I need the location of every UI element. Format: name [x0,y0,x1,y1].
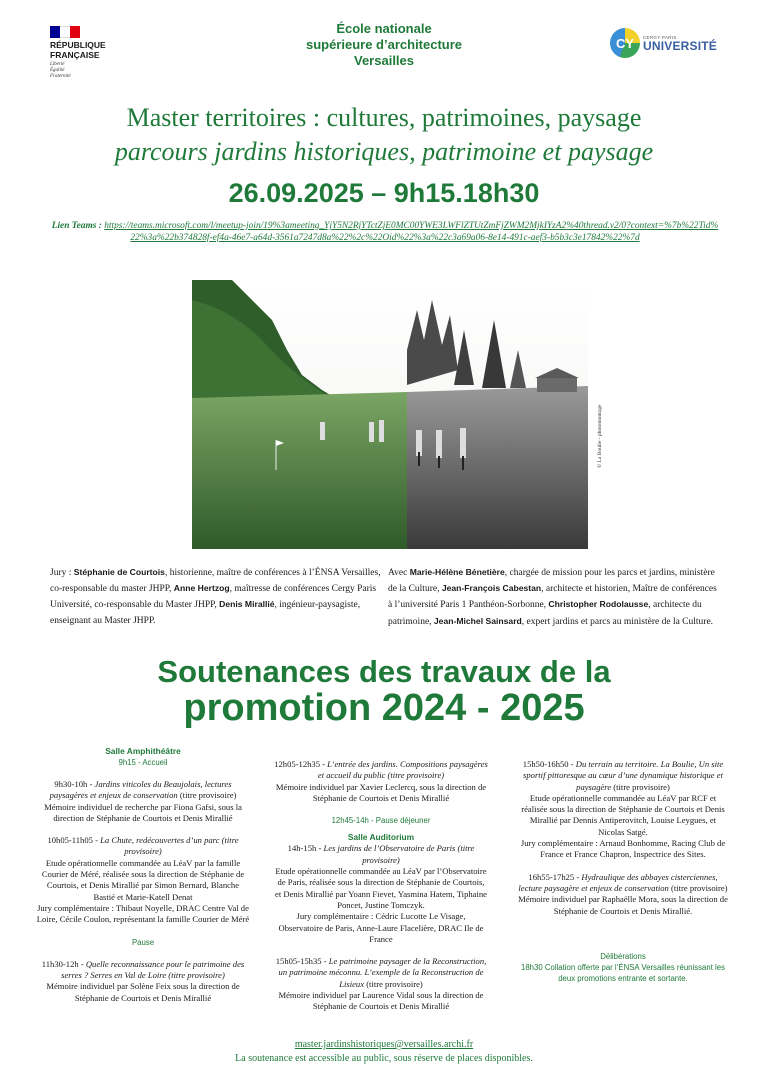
closing-note: 18h30 Collation offerte par l’ÉNSA Versailles réunissant les deux promotions entrante et sortante. [521,962,725,983]
jury-prefix: Avec [388,568,410,578]
session-jury: Jury complémentaire : Thibaut Noyelle, DRAC Centre Val de Loire, Cécile Coulon, représentant la famille Courier de Méré [36,902,250,925]
jury-member-name: Anne Hertzog [173,583,230,594]
programme-column-2 [274,759,488,1013]
jury-member-name: Denis Mirallié [219,599,275,610]
session-4 [274,759,488,804]
session-title: Hydraulique des abbayes cisterciennes, lecture paysagère et enjeux de conservation [518,871,718,893]
jury-prefix: Jury : [50,568,72,578]
session-description: Mémoire individuel par Laurence Vidal sous la direction de Stéphanie de Courtois et Denis Mirallié [278,990,484,1012]
room-amphitheatre: Salle Amphithéâtre [105,746,181,756]
session-jury: Jury complémentaire : Arnaud Bonhomme, Racing Club de France et France Chapron, Inspectrice des Sites. [520,838,726,860]
session-2 [36,835,250,925]
jury-member-name: Jean-Michel Sainsard [433,615,522,626]
programme-column-1 [36,746,250,1004]
section-title-line1: Soutenances des travaux de la [157,654,611,689]
jury-member-name: Jean-François Cabestan [441,583,542,594]
teams-link-block [50,220,720,244]
jury-member-role: , expert jardins et parcs au ministère de la Culture. [521,616,714,627]
contact-email-link[interactable]: master.jardinshistoriques@versailles.archi.fr [294,1039,474,1050]
rf-motto-egalite: Égalité [50,68,65,73]
session-description: Etude opérationnelle commandée au LéaV par RCF et réalisée sous la direction de Stéphanie de Courtois et Denis Mirallié par Dennis Antiperovitch, Louise Leygues, et Nicolas Satgé. [521,792,725,837]
session-title: L’entrée des jardins. Compositions paysagères et accueil du public (titre provisoire) [317,759,488,781]
parcours-title: parcours jardins historiques, patrimoine et paysage [114,137,654,166]
cy-small-text: CERGY PARIS [643,34,677,40]
master-title: Master territoires : cultures, patrimoines, paysage [126,103,642,132]
session-title: Les jardins de l’Observatoire de Paris (titre provisoire) [323,843,475,865]
session-time: 15h50-16h50 - [522,759,576,769]
lunch-break: 12h45-14h - Pause déjeuner [331,816,431,826]
photo-illustration [192,280,588,549]
programme-column-3 [516,759,730,984]
session-provisional: (titre provisoire) [611,781,670,792]
rf-motto-liberte: Liberté [50,62,65,67]
jury-left [50,565,384,629]
french-flag-icon [50,26,80,38]
jury-member-name: Christopher Rodolausse [548,599,649,610]
cy-text [643,35,717,52]
session-description: Mémoire individuel par Solène Feix sous la direction de Stéphanie de Courtois et Denis Mirallié [46,981,240,1003]
cy-universite-logo [610,28,717,58]
session-7 [516,759,730,861]
section-title-line2: promotion 2024 - 2025 [183,687,585,729]
session-time: 14h-15h - [287,843,324,854]
session-title: Jardins viticoles du Beaujolais, lectures paysagères et enjeux de conservation [49,779,232,801]
cy-mark-icon: CY [610,28,640,58]
rf-name-line1: RÉPUBLIQUE [50,40,106,50]
session-provisional: (titre provisoire) [668,882,728,893]
session-description: Etude opérationnelle commandée au LéaV par l’Observatoire de Paris, réalisée sous la direction de Stéphanie de Courtois, et Denis Mirallié par Yoann Fievet, Yasmina Hatem, Tiphaine Poncet, Justine Tomczyk. [275,866,487,910]
republique-francaise-logo [50,26,130,80]
photo-credit-text: © La Boulie - photomontage [597,404,603,468]
jury-member-role: , architecte du patrimoine, [388,600,702,627]
jury-member-role: , maîtresse de conférences Cergy Paris Université, co-responsable du Master JHPP, [50,584,377,611]
cy-universite-text: UNIVERSITÉ [643,38,718,53]
session-5 [274,843,488,945]
session-description: Mémoire individuel par Xavier Leclercq, sous la direction de Stéphanie de Courtois et Denis Mirallié [275,781,487,803]
session-1 [36,779,250,824]
session-description: Mémoire individuel par Raphaëlle Mora, sous la direction de Stéphanie de Courtois et Denis Mirallié. [518,894,728,916]
jury-right [388,565,722,630]
session-provisional: (titre provisoire) [177,790,237,801]
rf-motto [50,62,130,80]
school-line1: École nationale [336,21,432,36]
session-time: 15h05-15h35 - [275,956,329,967]
session-time: 10h05-11h05 - [47,835,101,846]
session-time: 12h05-12h35 - [274,759,328,769]
photo-credit [587,358,603,468]
jury-member-role: , historienne, maître de conférences à l’ÉNSA Versailles, co-responsable du master JHPP, [50,568,381,595]
jury-member-role: , chargée de mission pour les parcs et jardins, ministère de la Culture, [388,568,715,595]
teams-link[interactable]: https://teams.microsoft.com/l/meetup-join/19%3ameeting_YjY5N2RjYTctZjE0MC00YWE3LWFlZTUtZmFjZWM2MjkIYzA2%40thread.v2/0?context=%7b%22Tid%22%3a%22b374828f-ef4a-46e7-a64d-3561a7247d8a%22%2c%22Oid%22%3a%22c3a69a06-8e14-491c-aef3-b5b3c3e17842%22%7d [104,221,719,243]
session-title: Quelle reconnaissance pour le patrimoine des serres ? Serres en Val de Loire (titre provisoire) [61,958,245,981]
school-line2: supérieure d’architecture [305,37,463,52]
deliberations-label: Délibérations [600,951,646,961]
session-description: Mémoire individuel de recherche par Fiona Gafsi, sous la direction de Stéphanie de Courtois et Denis Mirallié [44,801,242,823]
session-provisional: (titre provisoire) [364,978,423,989]
rf-motto-fraternite: Fraternité [50,74,71,79]
room-auditorium: Salle Auditorium [347,832,415,843]
pause-label: Pause [131,937,155,947]
teams-label: Lien Teams : [51,221,102,231]
session-title: Du terrain au territoire. La Boulie, Un site sportif pittoresque au cœur d’une dynamique historique et paysagère [523,759,724,792]
session-8 [516,872,730,917]
school-line3: Versailles [354,53,414,68]
jury-member-role: , architecte et historien, Maître de conférences à l’université Paris 1 Panthéon-Sorbonne, [388,584,717,611]
welcome-time: 9h15 - Accueil [118,758,168,767]
event-date: 26.09.2025 – 9h15.18h30 [228,178,540,208]
jury-member-name: Marie-Hélène Bénetière [409,567,505,577]
public-access-note: La soutenance est accessible au public, sous réserve de places disponibles. [235,1053,533,1064]
session-6 [274,956,488,1012]
session-time: 16h55-17h25 - [528,871,582,882]
rf-name-line2: FRANÇAISE [50,49,100,60]
session-description: Etude opérationnelle commandée au LéaV par la famille Courier de Méré, réalisée sous la direction de Stéphanie de Courtois, et Denis Mirallié par Simon Bernard, Blanche Bastié et Marie-Katell Denat [41,857,245,902]
jury-member-role: , ingénieur-paysagiste, enseignant au Master JHPP. [50,600,361,626]
session-title: Le patrimoine paysager de la Reconstruction, un patrimoine méconnu. L’exemple de la Reconstruction de Lisieux [278,956,487,989]
session-time: 11h30-12h - [41,958,86,969]
golf-photomontage [192,280,588,549]
jury-member-name: Stéphanie de Courtois [73,567,165,577]
school-name [234,21,534,69]
session-time: 9h30-10h - [54,779,95,789]
session-3 [36,959,250,1004]
session-jury: Jury complémentaire : Cédric Lucotte Le Visage, Observatoire de Paris, Anne-Laure Flacelière, DRAC Ile de France [278,911,484,944]
session-title: La Chute, redécouvertes d’un parc (titre provisoire) [100,835,239,857]
